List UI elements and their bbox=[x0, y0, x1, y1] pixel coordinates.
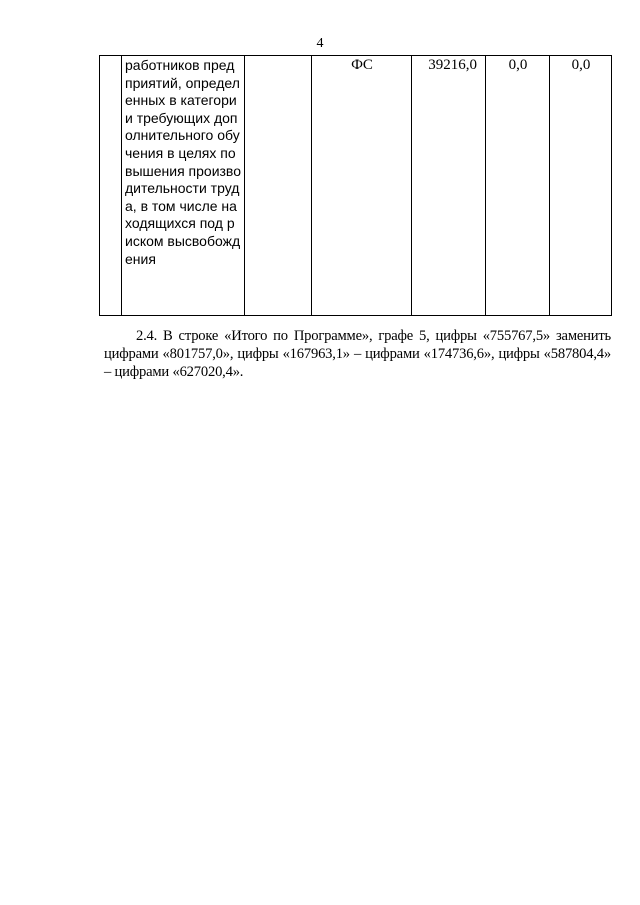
program-table bbox=[99, 55, 612, 316]
amendment-text bbox=[104, 327, 611, 381]
page-number: 4 bbox=[316, 36, 324, 51]
table-cell-amount-3: 0,0 bbox=[550, 56, 612, 316]
amendment-paragraph: 2.4. В строке «Итого по Программе», графе 5, цифры «755767,5» заменить цифрами «801757,0», цифры «167963,1» – цифрами «174736,6», цифры «587804,4» – цифрами «627020,4». bbox=[104, 328, 611, 380]
table-cell-funding-source: ФС bbox=[312, 56, 412, 316]
table-cell-amount-total: 39216,0 bbox=[412, 56, 486, 316]
table-cell-description: работников предприятий, определенных в категории требующих дополнительного обучения в целях повышения производительности труда, в том числе находящихся под риском высвобождения bbox=[122, 56, 245, 316]
table-cell-empty bbox=[245, 56, 312, 316]
table-cell-amount-2: 0,0 bbox=[486, 56, 550, 316]
table-cell-index bbox=[100, 56, 122, 316]
table-row bbox=[100, 56, 612, 316]
